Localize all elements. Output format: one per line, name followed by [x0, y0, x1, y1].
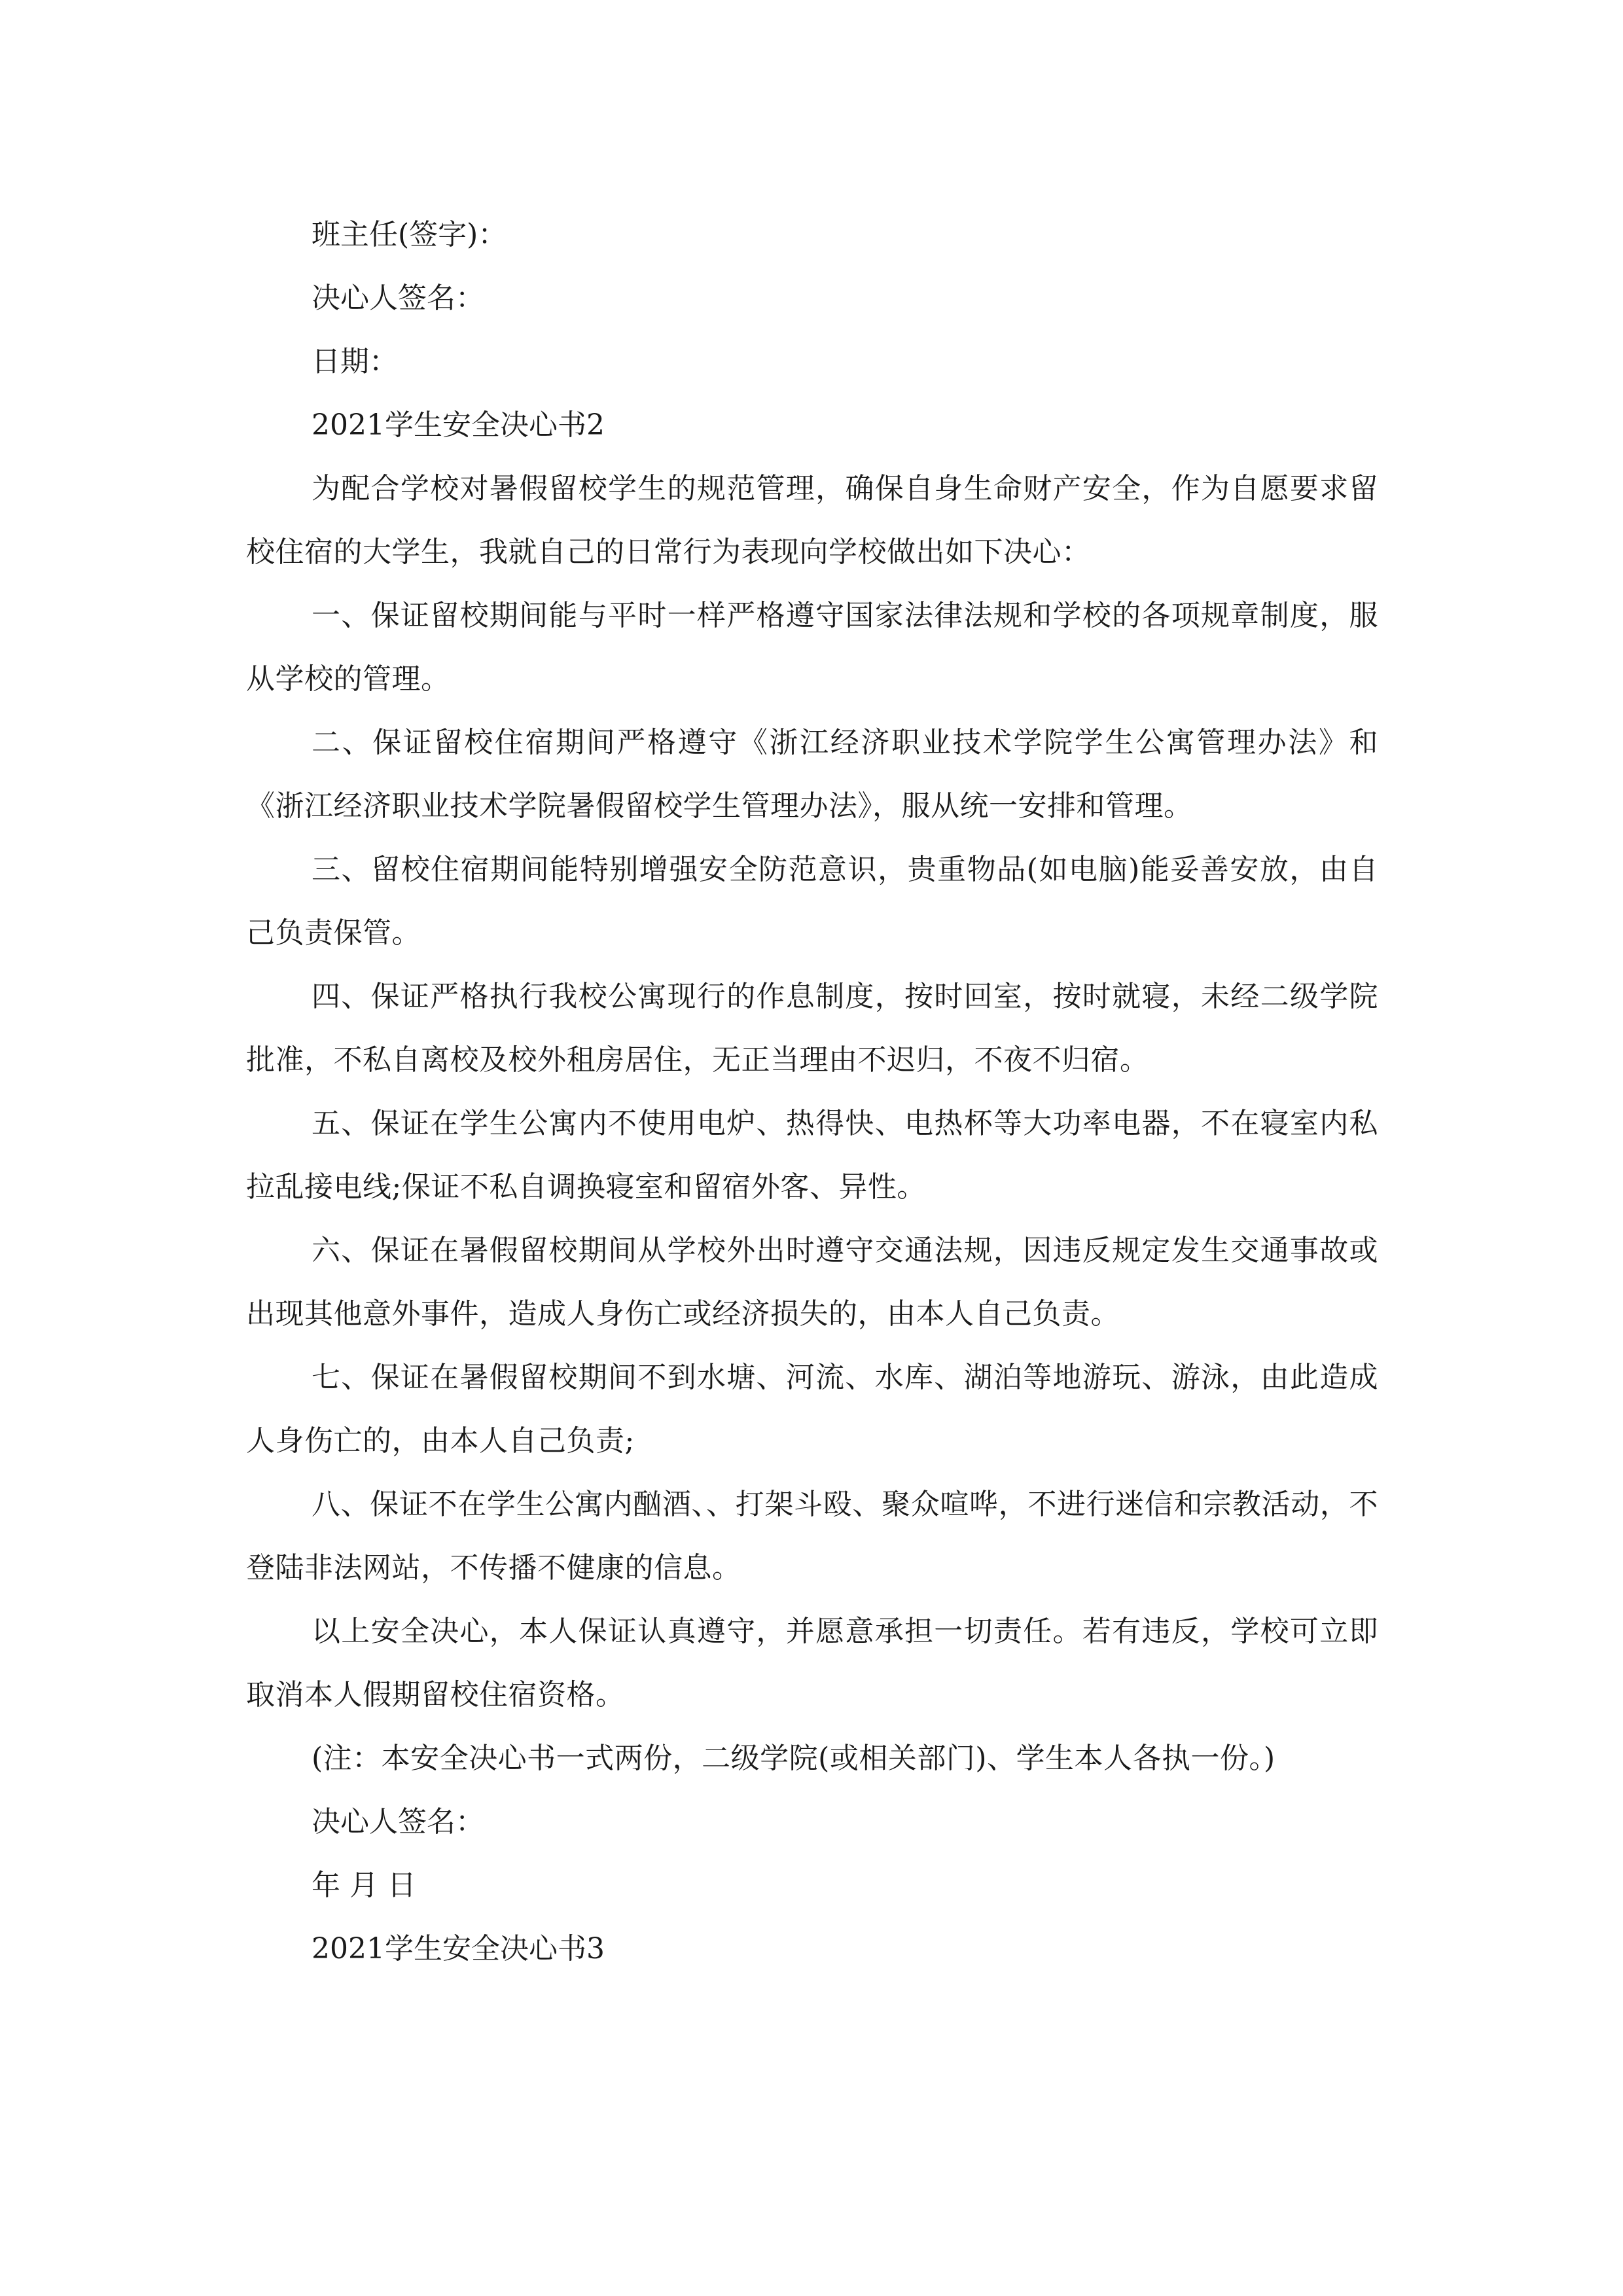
pledge-item-8: 八、保证不在学生公寓内酗酒、、打架斗殴、聚众喧哗，不进行迷信和宗教活动，不登陆非法网站，不传播不健康的信息。 [246, 1488, 1378, 1585]
section-3-title: 2021学生安全决心书3 [312, 1932, 605, 1965]
conclusion-paragraph: 以上安全决心，本人保证认真遵守，并愿意承担一切责任。若有违反，学校可立即取消本人假期留校住宿资格。 [246, 1615, 1378, 1712]
closing-date: 年 月 日 [312, 1869, 416, 1902]
note-paragraph: (注：本安全决心书一式两份，二级学院(或相关部门)、学生本人各执一份。) [312, 1742, 1275, 1775]
teacher-signature-line: 班主任(签字)： [312, 218, 507, 251]
pledge-item-5: 五、保证在学生公寓内不使用电炉、热得快、电热杯等大功率电器，不在寝室内私拉乱接电线;保证不私自调换寝室和留宿外客、异性。 [246, 1107, 1378, 1204]
document-body [246, 203, 1378, 1981]
intro-paragraph: 为配合学校对暑假留校学生的规范管理，确保自身生命财产安全，作为自愿要求留校住宿的大学生，我就自己的日常行为表现向学校做出如下决心： [246, 472, 1378, 569]
pledge-item-6: 六、保证在暑假留校期间从学校外出时遵守交通法规，因违反规定发生交通事故或出现其他意外事件，造成人身伤亡或经济损失的，由本人自己负责。 [246, 1234, 1378, 1331]
pledger-signature-line: 决心人签名： [312, 281, 484, 315]
pledge-item-1: 一、保证留校期间能与平时一样严格遵守国家法律法规和学校的各项规章制度，服从学校的管理。 [246, 599, 1378, 696]
pledge-item-4: 四、保证严格执行我校公寓现行的作息制度，按时回室，按时就寝，未经二级学院批准，不私自离校及校外租房居住，无正当理由不迟归，不夜不归宿。 [246, 980, 1378, 1077]
pledge-item-3: 三、留校住宿期间能特别增强安全防范意识，贵重物品(如电脑)能妥善安放，由自己负责保管。 [246, 853, 1378, 950]
section-2-title: 2021学生安全决心书2 [312, 408, 605, 442]
pledge-item-7: 七、保证在暑假留校期间不到水塘、河流、水库、湖泊等地游玩、游泳，由此造成人身伤亡的，由本人自己负责; [246, 1361, 1378, 1458]
closing-pledger-signature: 决心人签名： [312, 1805, 484, 1839]
pledge-item-2: 二、保证留校住宿期间严格遵守《浙江经济职业技术学院学生公寓管理办法》和《浙江经济职业技术学院暑假留校学生管理办法》，服从统一安排和管理。 [246, 726, 1378, 823]
date-line: 日期： [312, 345, 398, 378]
